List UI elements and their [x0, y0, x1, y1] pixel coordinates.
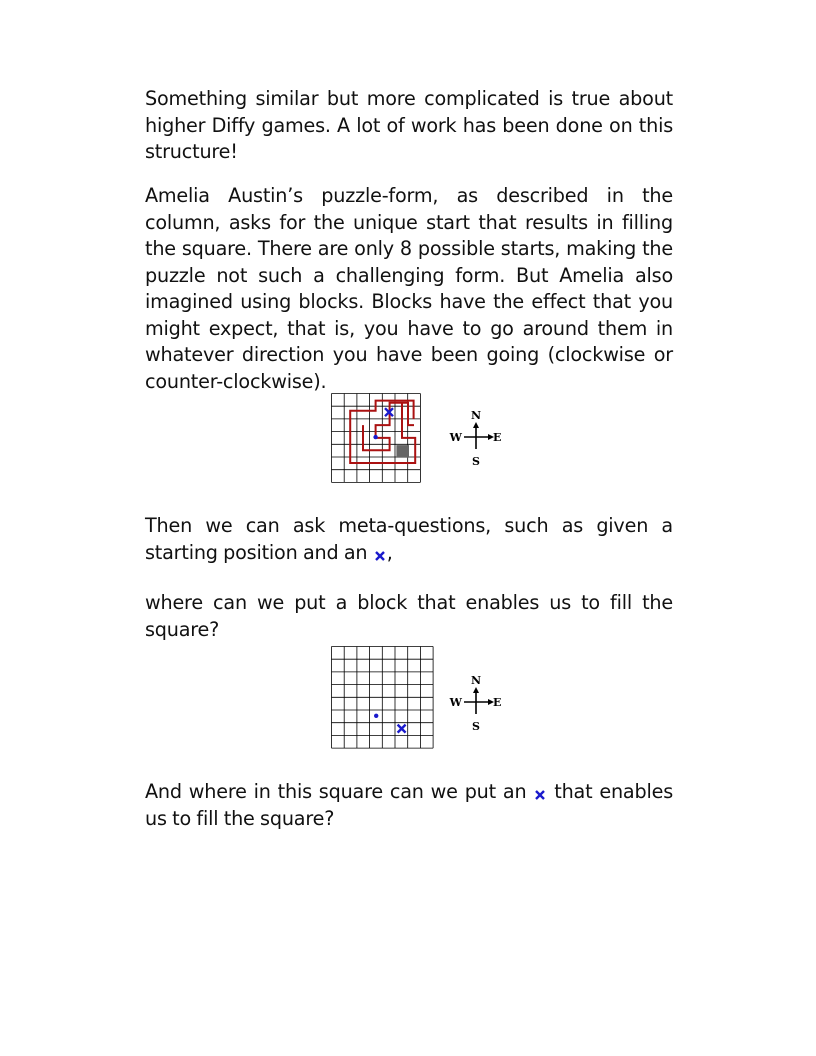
- grid-lines: [332, 647, 434, 749]
- start-dot: [373, 435, 377, 439]
- block-cell: [396, 445, 409, 458]
- paragraph-x-question-tail: that enables us to fill the square?: [145, 780, 673, 830]
- compass-south-label: S: [472, 455, 480, 468]
- compass-east-label: E: [493, 431, 502, 444]
- paragraph-diffy-games: Something similar but more complicated is true about higher Diffy games. A lot of work has been done on this structure!: [145, 87, 673, 163]
- paragraph-block-question: where can we put a block that enables us to fill the square?: [145, 591, 673, 641]
- compass-north-label: N: [470, 674, 482, 687]
- compass-east-label: E: [493, 696, 502, 709]
- compass-north-label: N: [470, 409, 482, 422]
- paragraph-meta-questions-tail: ,: [386, 540, 393, 564]
- compass-rose: [449, 409, 502, 468]
- start-dot: [374, 714, 378, 718]
- puzzle-grid-with-path: [332, 394, 421, 483]
- compass-south-label: S: [472, 720, 480, 733]
- compass-west-label: W: [449, 431, 462, 444]
- paragraph-x-question-text: And where in this square can we put an: [145, 780, 534, 803]
- paragraph-puzzle-form: Amelia Austin’s puzzle-form, as described in the column, asks for the unique start that results in filling the square. There are only 8 possible starts, making the puzzle not such a challenging form. But Amelia also imagined using blocks. Blocks have the effect that you might expect, that is, you have to go around them in whatever direction you have been going (clockwise or counter-clockwise).: [145, 184, 673, 393]
- paragraph-meta-questions-text: Then we can ask meta-questions, such as given a starting position and an: [145, 514, 673, 564]
- x-mark-icon: [398, 725, 406, 733]
- empty-puzzle-grid: [332, 647, 434, 749]
- compass-west-label: W: [449, 696, 462, 709]
- compass-rose: [449, 674, 502, 733]
